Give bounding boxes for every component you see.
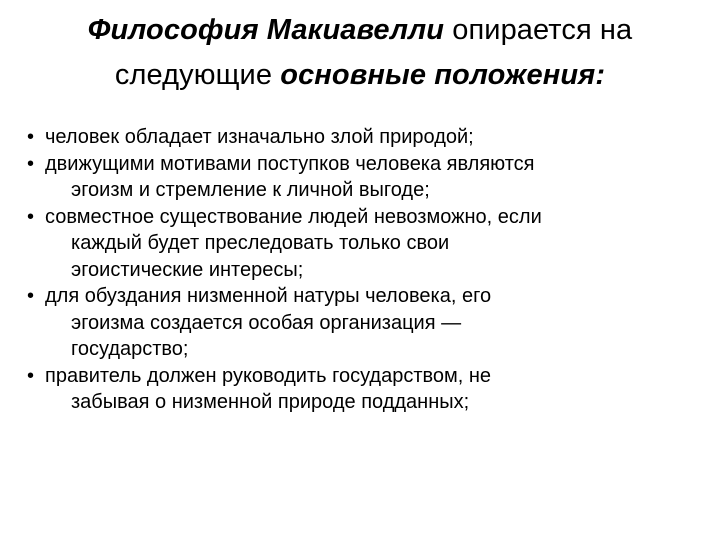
bullet-item: [25, 363, 705, 416]
bullet-item: [25, 204, 705, 284]
bullet-item: [25, 151, 705, 204]
bullet-dot-icon: •: [27, 126, 35, 148]
bullet-dot-icon: •: [27, 205, 35, 228]
bullet-list: [25, 124, 705, 416]
bullet-text-line: эгоизма создается особая организация —: [71, 311, 462, 334]
bullet-item: [25, 124, 705, 151]
bullet-text-line: каждый будет преследовать только свои: [71, 232, 450, 254]
title-line-1: [30, 8, 690, 53]
bullet-text-line: человек обладает изначально злой природой;: [45, 126, 474, 148]
title-emphasis-philosophy: Философия Макиавелли: [87, 14, 445, 46]
bullet-text-line: движущими мотивами поступков человека являются: [45, 152, 535, 175]
bullet-text-line: для обуздания низменной натуры человека, его: [45, 285, 492, 307]
bullet-text-line: правитель должен руководить государством, не: [45, 364, 492, 387]
bullet-text-line: совместное существование людей невозможно, если: [45, 205, 542, 228]
title-line-2: [30, 53, 690, 98]
bullet-text-line: эгоистические интересы;: [71, 258, 304, 281]
bullet-item: [25, 283, 705, 363]
bullet-text-line: забывая о низменной природе подданных;: [71, 391, 470, 413]
bullet-text-line: эгоизм и стремление к личной выгоде;: [71, 179, 430, 201]
slide-title: [30, 8, 690, 98]
title-emphasis-main-points: основные положения:: [280, 59, 606, 91]
title-text-relies: опирается на: [444, 14, 633, 46]
bullet-dot-icon: •: [27, 364, 35, 387]
bullet-dot-icon: •: [27, 152, 35, 175]
title-text-following: следующие: [114, 59, 281, 91]
bullet-dot-icon: •: [27, 285, 35, 307]
bullet-text-line: государство;: [71, 338, 189, 360]
